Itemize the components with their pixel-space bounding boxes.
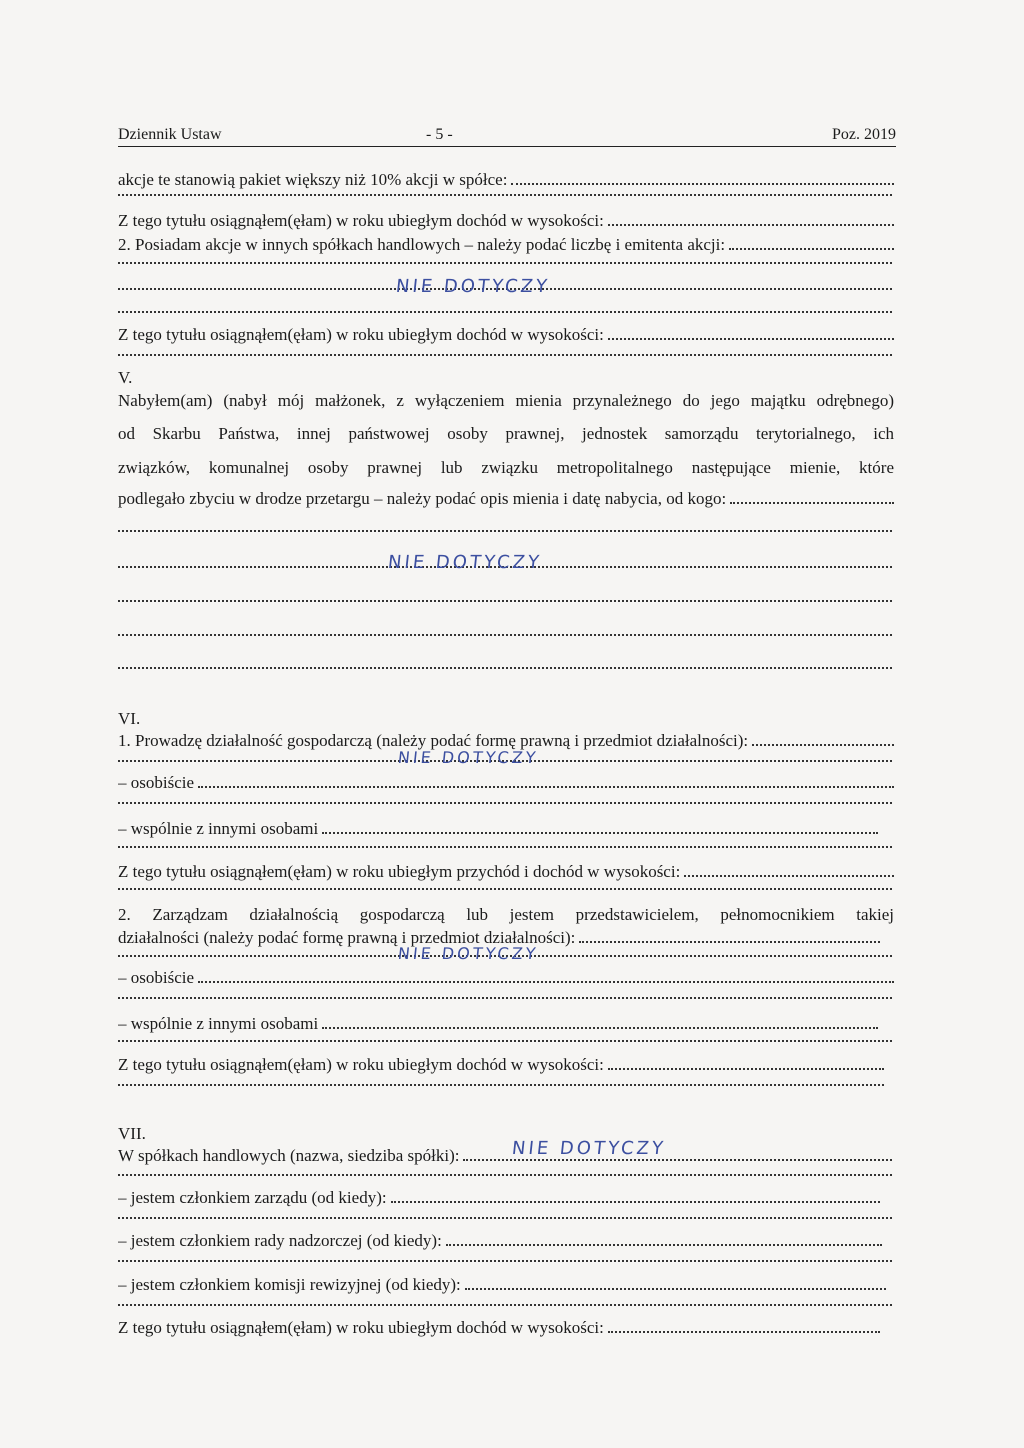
section-v-para: związków, komunalnej osoby prawnej lub związku metropolitalnego następujące mienie, które [118,458,894,477]
board-line [118,1188,880,1208]
dotted-line [118,307,892,313]
income-text: Z tego tytułu osiągnąłem(ęłam) w roku ubiegłym dochód w wysokości: [118,1055,604,1074]
dotted-line [118,663,892,669]
dotted-line [118,350,892,356]
jointly-text: – wspólnie z innymi osobami [118,1014,319,1033]
dotted-line [118,1080,884,1086]
personal-line [118,968,894,988]
dotted-line [118,1256,892,1262]
dotted-line [118,526,892,532]
handwritten-note: NIE DOTYCZY [397,944,540,963]
section-v-text: podlegało zbyciu w drodze przetargu – należy podać opis mienia i datę nabycia, od kogo: [118,489,727,508]
income-text: Z tego tytułu osiągnąłem(ęłam) w roku ubiegłym dochód w wysokości: [118,1318,604,1337]
section-vi-heading: VI. [118,709,141,728]
handwritten-note: NIE DOTYCZY [386,552,543,573]
dotted-line [118,1036,892,1042]
section-v-para [118,489,894,509]
audit-line [118,1275,886,1295]
dotted-line [118,596,892,602]
item-2-line [118,235,894,255]
dotted-line [118,1300,892,1306]
item-2-text: 2. Posiadam akcje w innych spółkach handlowych – należy podać liczbę i emitenta akcji: [118,235,726,254]
dotted-line [118,258,892,264]
shares-line [118,170,894,190]
income-line [118,1055,884,1075]
personal-text: – osobiście [118,968,195,987]
handwritten-note: NIE DOTYCZY [397,748,540,767]
supervisory-text: – jestem członkiem rady nadzorczej (od kiedy): [118,1231,442,1250]
income-line [118,862,894,882]
item-1-text: 1. Prowadzę działalność gospodarczą (należy podać formę prawną i przedmiot działalności): [118,731,749,750]
jointly-text: – wspólnie z innymi osobami [118,819,319,838]
companies-line [118,1146,892,1166]
dotted-line [118,190,892,196]
section-v-heading: V. [118,368,133,387]
dotted-line [118,1170,892,1176]
jointly-line [118,819,878,839]
dotted-line [118,1213,892,1219]
shares-text: akcje te stanowią pakiet większy niż 10% akcji w spółce: [118,170,508,189]
section-v-para: Nabyłem(am) (nabył mój małżonek, z wyłączeniem mienia przynależnego do jego majątku odrębnego) [118,391,894,410]
audit-text: – jestem członkiem komisji rewizyjnej (od kiedy): [118,1275,461,1294]
dotted-line [118,842,892,848]
position-number: Poz. 2019 [832,126,896,143]
handwritten-note: NIE DOTYCZY [394,276,551,297]
board-text: – jestem członkiem zarządu (od kiedy): [118,1188,387,1207]
item-2-line: 2. Zarządzam działalnością gospodarczą lub jestem przedstawicielem, pełnomocnikiem takiej [118,905,894,924]
income-line [118,211,894,231]
personal-line [118,773,894,793]
dotted-line [118,884,892,890]
dotted-line [118,993,892,999]
supervisory-line [118,1231,882,1251]
income-line [118,1318,880,1338]
section-v-para: od Skarbu Państwa, innej państwowej osoby prawnej, jednostek samorządu terytorialnego, ich [118,424,894,443]
page-number: - 5 - [426,126,453,143]
jointly-line [118,1014,878,1034]
dotted-line [118,630,892,636]
item-2-text: działalności (należy podać formę prawną i przedmiot działalności): [118,928,576,947]
journal-name: Dziennik Ustaw [118,126,222,143]
dotted-line [118,798,892,804]
page-header [118,124,896,147]
handwritten-note: NIE DOTYCZY [510,1138,667,1159]
personal-text: – osobiście [118,773,195,792]
companies-text: W spółkach handlowych (nazwa, siedziba spółki): [118,1146,460,1165]
income-text: Z tego tytułu osiągnąłem(ęłam) w roku ubiegłym dochód w wysokości: [118,211,604,230]
section-vii-heading: VII. [118,1124,146,1143]
income-line [118,325,894,345]
income-text: Z tego tytułu osiągnąłem(ęłam) w roku ubiegłym dochód w wysokości: [118,325,604,344]
income-text: Z tego tytułu osiągnąłem(ęłam) w roku ubiegłym przychód i dochód w wysokości: [118,862,681,881]
